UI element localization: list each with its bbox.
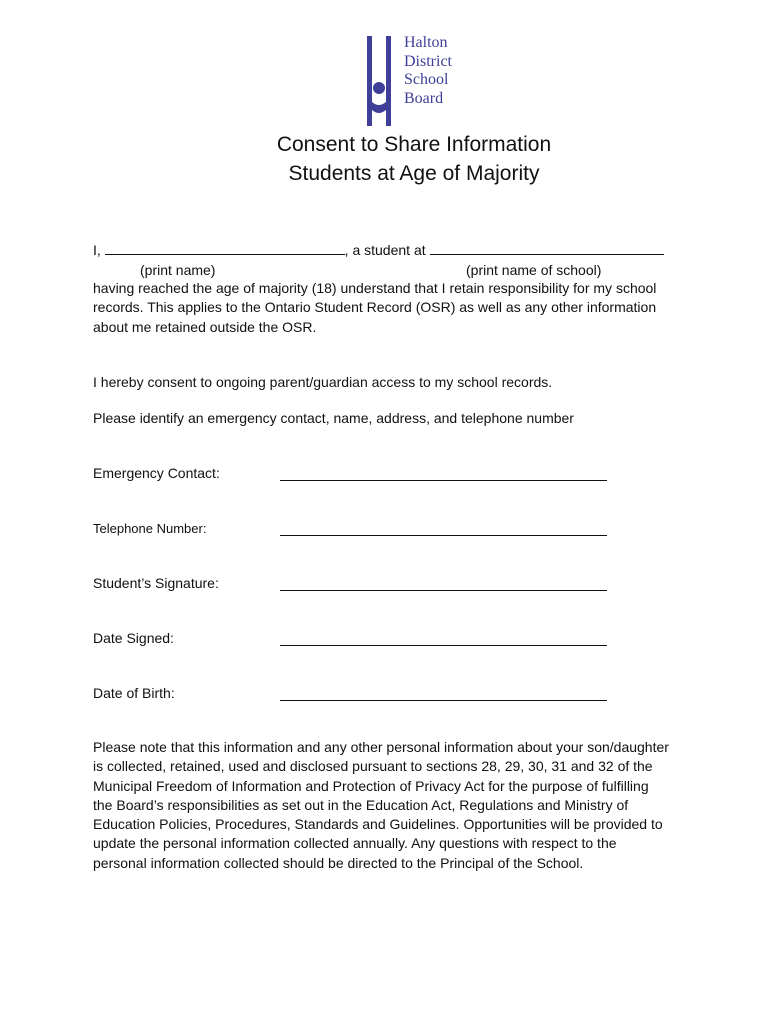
notice-line: Please note that this information and any other personal information about your son/daughter [93,739,669,755]
print-name-blank[interactable] [105,242,345,255]
student-signature-field[interactable] [280,590,607,591]
board-logo [364,34,474,130]
notice-line: personal information collected should be directed to the Principal of the School. [93,854,584,871]
date-signed-label: Date Signed: [93,630,174,646]
print-name-hint: (print name) [140,262,216,278]
notice-line: the Board’s responsibilities as set out in the Education Act, Regulations and Ministry of [93,796,629,813]
page-subtitle: Students at Age of Majority [288,162,540,185]
consent-statement: I hereby consent to ongoing parent/guardian access to my school records. [93,374,553,390]
print-school-blank[interactable] [430,242,664,255]
privacy-notice [93,738,743,873]
intro-text-line: about me retained outside the OSR. [93,318,317,335]
intro-text-line: having reached the age of majority (18) understand that I retain responsibility for my school [93,280,657,296]
intro-i-prefix: I, [93,242,101,258]
board-name [404,34,452,108]
telephone-number-field[interactable] [280,535,607,536]
intro-fill-line [93,241,664,260]
emergency-prompt: Please identify an emergency contact, name, address, and telephone number [93,410,574,426]
print-school-hint: (print name of school) [466,262,602,278]
notice-line: Municipal Freedom of Information and Protection of Privacy Act for the purpose of fulfilling [93,777,649,794]
telephone-number-label: Telephone Number: [93,521,207,536]
notice-line: update the personal information collected annually. Any questions with respect to the [93,835,617,852]
intro-text-line: records. This applies to the Ontario Student Record (OSR) as well as any other information [93,299,657,316]
page-title: Consent to Share Information [276,133,552,156]
board-name-line: School [404,71,449,88]
student-signature-label: Student’s Signature: [93,575,219,591]
notice-line: is collected, retained, used and disclosed pursuant to sections 28, 29, 30, 31 and 32 of the [93,758,653,775]
board-name-line: District [404,52,452,70]
emergency-contact-field[interactable] [280,480,607,481]
board-logo-icon [364,34,400,130]
date-of-birth-field[interactable] [280,700,607,701]
board-name-line: Halton [404,34,448,51]
intro-paragraph [93,279,743,337]
emergency-contact-label: Emergency Contact: [93,465,220,481]
board-name-line: Board [404,89,444,107]
intro-student-at: , a student at [344,242,426,258]
date-of-birth-label: Date of Birth: [93,685,175,701]
notice-line: Education Policies, Procedures, Standards and Guidelines. Opportunities will be provided to [93,816,663,833]
date-signed-field[interactable] [280,645,607,646]
